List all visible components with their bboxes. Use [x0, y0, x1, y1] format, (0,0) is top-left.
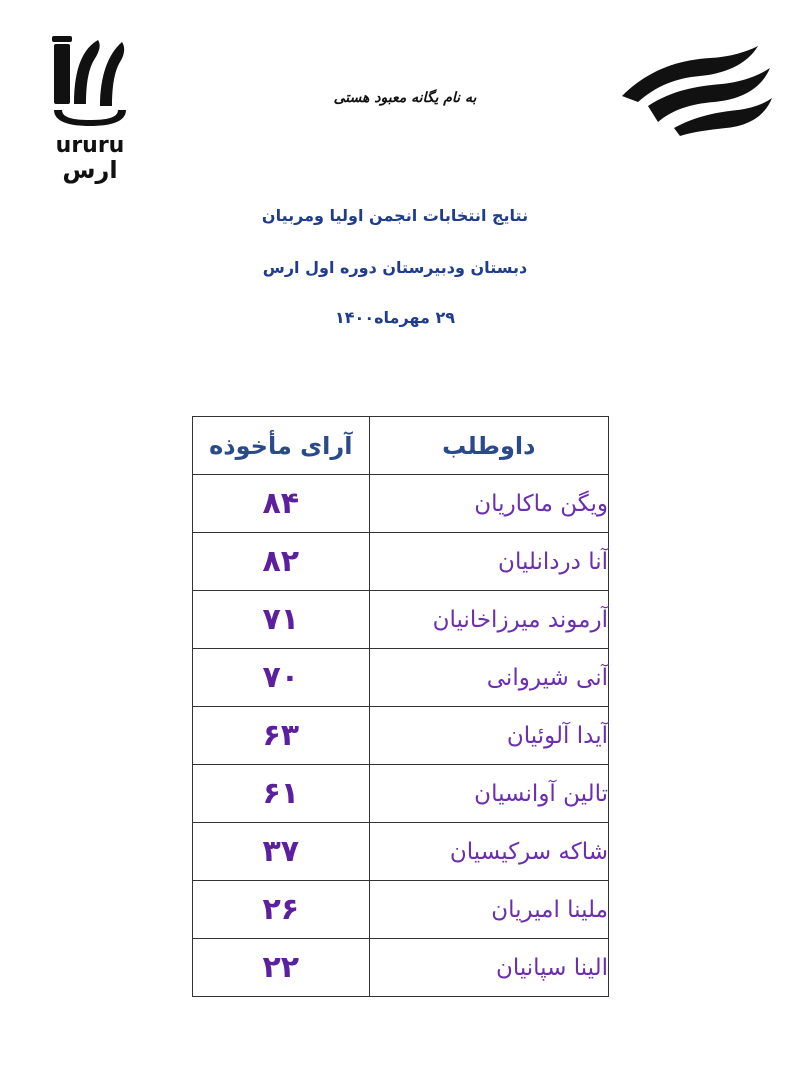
- aras-school-logo: [40, 26, 140, 186]
- wave-emblem-logo: [618, 40, 776, 138]
- vote-count: ۸۲: [193, 533, 370, 591]
- school-name: دبستان ودبیرستان دوره اول ارس: [262, 258, 528, 277]
- candidate-name: آیدا آلوئیان: [369, 707, 608, 765]
- election-results-table: [192, 416, 609, 997]
- column-header-candidate: داوطلب: [369, 417, 608, 475]
- table-row: [193, 881, 609, 939]
- table-row: [193, 707, 609, 765]
- column-header-votes: آرای مأخوذه: [193, 417, 370, 475]
- table-row: [193, 475, 609, 533]
- vote-count: ۷۰: [193, 649, 370, 707]
- vote-count: ۲۲: [193, 939, 370, 997]
- table-row: [193, 939, 609, 997]
- vote-count: ۷۱: [193, 591, 370, 649]
- candidate-name: تالین آوانسیان: [369, 765, 608, 823]
- logo-persian-text: ارس: [62, 156, 118, 184]
- candidate-name: ملینا امیریان: [369, 881, 608, 939]
- table-row: [193, 591, 609, 649]
- candidate-name: ویگن ماکاریان: [369, 475, 608, 533]
- vote-count: ۶۳: [193, 707, 370, 765]
- table-row: [193, 649, 609, 707]
- vote-count: ۲۶: [193, 881, 370, 939]
- table-header-row: [193, 417, 609, 475]
- table-row: [193, 823, 609, 881]
- candidate-name: الینا سپانیان: [369, 939, 608, 997]
- vote-count: ۸۴: [193, 475, 370, 533]
- logo-latin-text: ururu: [55, 133, 125, 158]
- candidate-name: آرموند میرزاخانیان: [369, 591, 608, 649]
- document-title: نتایج انتخابات انجمن اولیا ومربیان: [261, 206, 529, 225]
- vote-count: ۶۱: [193, 765, 370, 823]
- table-row: [193, 533, 609, 591]
- greeting-line: به نام یگانه معبود هستی: [333, 90, 477, 106]
- candidate-name: آنی شیروانی: [369, 649, 608, 707]
- document-date: ۲۹ مهرماه۱۴۰۰: [335, 308, 455, 327]
- table-row: [193, 765, 609, 823]
- candidate-name: شاکه سرکیسیان: [369, 823, 608, 881]
- vote-count: ۳۷: [193, 823, 370, 881]
- candidate-name: آنا دردانلیان: [369, 533, 608, 591]
